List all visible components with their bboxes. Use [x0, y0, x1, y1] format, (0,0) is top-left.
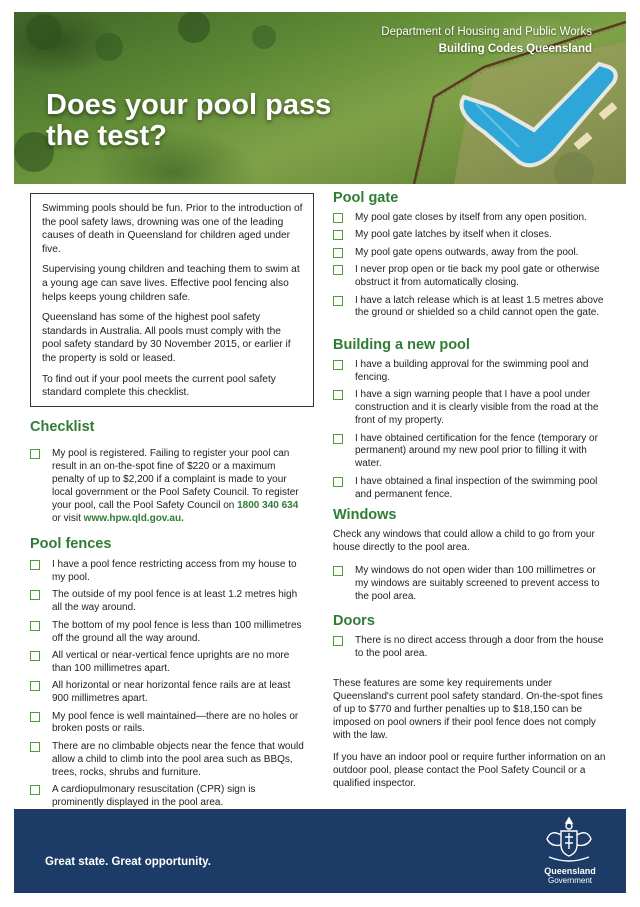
- list-item: [30, 650, 308, 676]
- windows-heading: Windows: [333, 507, 397, 523]
- item-text: The outside of my pool fence is at least 1.2 metres high all the way around.: [52, 589, 298, 614]
- item-text: I have obtained certification for the fence (temporary or permanent) around my new pool prior to filling it with water.: [355, 432, 598, 470]
- item-text: I never prop open or tie back my pool gate or otherwise obstruct it from automatically closing.: [355, 264, 600, 289]
- checklist-list: [30, 448, 308, 530]
- list-item: [333, 247, 611, 260]
- list-item: [333, 476, 611, 502]
- list-item: [333, 295, 611, 321]
- phone-number[interactable]: 1800 340 634: [237, 499, 299, 511]
- hero-banner: [14, 12, 626, 184]
- checkbox[interactable]: [333, 434, 343, 444]
- checkbox[interactable]: [333, 390, 343, 400]
- footer-slogan: Great state. Great opportunity.: [45, 856, 211, 868]
- item-text: There are no climbable objects near the fence that would allow a child to climb into the pool area such as BBQs, trees, rocks, shrubs and furniture.: [52, 740, 304, 778]
- new-pool-heading: Building a new pool: [333, 337, 470, 353]
- intro-paragraph: To find out if your pool meets the current pool safety standard complete this checklist.: [42, 373, 276, 399]
- item-text: I have a building approval for the swimming pool and fencing.: [355, 359, 589, 383]
- windows-list: [333, 565, 611, 608]
- list-item: [30, 620, 308, 646]
- checkbox[interactable]: [30, 560, 40, 570]
- list-item: [333, 433, 611, 472]
- list-item: [30, 784, 308, 810]
- checkbox[interactable]: [333, 636, 343, 646]
- checkbox[interactable]: [333, 213, 343, 223]
- intro-box: [30, 193, 314, 407]
- footer-banner: [14, 809, 626, 893]
- list-item: [30, 589, 308, 615]
- item-text: I have a pool fence restricting access from my house to my pool.: [52, 559, 297, 583]
- doors-list: [333, 635, 611, 665]
- checkbox[interactable]: [333, 360, 343, 370]
- checkbox[interactable]: [30, 681, 40, 691]
- list-item: [333, 565, 611, 604]
- item-text: My pool gate opens outwards, away from the pool.: [355, 246, 579, 258]
- list-item: [30, 711, 308, 737]
- item-text: All vertical or near-vertical fence uprights are no more than 100 millimetres apart.: [52, 649, 290, 674]
- intro-paragraph: Queensland has some of the highest pool safety standards in Australia. All pools must comply with the pool safety standard by 30 November 2015, or earlier if the property is sold or leased.: [42, 312, 291, 364]
- checkbox[interactable]: [30, 621, 40, 631]
- item-text: A cardiopulmonary resuscitation (CPR) sign is prominently displayed in the pool area.: [52, 784, 256, 808]
- intro-paragraph: Supervising young children and teaching them to swim at a young age can save lives. Effective pool fencing also helps keeps young children safe.: [42, 264, 300, 303]
- department-name: Department of Housing and Public Works: [381, 26, 592, 38]
- checkbox[interactable]: [333, 248, 343, 258]
- item-text: There is no direct access through a door from the house to the pool area.: [355, 635, 604, 659]
- checklist-heading: Checklist: [30, 419, 95, 435]
- unit-name: Building Codes Queensland: [438, 43, 592, 55]
- item-text: All horizontal or near horizontal fence rails are at least 900 millimetres apart.: [52, 680, 291, 705]
- pool-fences-heading: Pool fences: [30, 536, 112, 552]
- list-item: [30, 741, 308, 780]
- checkbox[interactable]: [30, 785, 40, 795]
- list-item: [333, 389, 611, 428]
- or-visit-text: or visit: [52, 512, 84, 524]
- checkbox[interactable]: [30, 651, 40, 661]
- item-text: The bottom of my pool fence is less than 100 millimetres off the ground all the way around.: [52, 619, 302, 644]
- government-wordmark: Government: [547, 876, 593, 885]
- list-item: [30, 559, 308, 585]
- checkbox[interactable]: [333, 265, 343, 275]
- pool-gate-heading: Pool gate: [333, 190, 399, 206]
- item-text: I have obtained a final inspection of the swimming pool and permanent fence.: [355, 475, 598, 500]
- page-title: Does your pool pass the test?: [46, 89, 332, 152]
- list-item: [333, 229, 611, 242]
- list-item: [333, 635, 611, 661]
- list-item: [333, 264, 611, 290]
- pool-gate-list: [333, 212, 611, 325]
- checkbox[interactable]: [30, 449, 40, 459]
- coat-of-arms-icon: [539, 815, 599, 865]
- closing-paragraph: These features are some key requirements under Queensland's current pool safety standard. On-the-spot fines of up to $770 and further penalties up to $18,150 can be imposed on pool owners if their pool fence does not comply with the law.: [333, 678, 603, 741]
- checkbox[interactable]: [333, 296, 343, 306]
- checkbox[interactable]: [30, 742, 40, 752]
- closing-paragraph: If you have an indoor pool or require further information on an outdoor pool, please contact the Pool Safety Council or a qualified inspector.: [333, 752, 606, 789]
- pool-fences-list: [30, 559, 308, 814]
- item-text: My pool gate closes by itself from any open position.: [355, 212, 587, 223]
- queensland-wordmark: Queensland: [544, 866, 596, 876]
- item-text: I have a sign warning people that I have a pool under construction and it is clearly visible from the road at the front of my property.: [355, 389, 599, 427]
- checkbox[interactable]: [333, 566, 343, 576]
- item-text: My pool is registered. Failing to register your pool can result in an on-the-spot fine of $220 or a maximum penalty of up to $2,200 if a complaint is made to your local government or the Pool Safety Council. To register your pool, call the Pool Safety Council on: [52, 448, 299, 511]
- item-text: My pool gate latches by itself when it closes.: [355, 229, 552, 241]
- item-text: My windows do not open wider than 100 millimetres or my windows are suitably screened to prevent access to the pool area.: [355, 565, 600, 602]
- checkbox[interactable]: [333, 477, 343, 487]
- new-pool-list: [333, 359, 611, 506]
- website-link[interactable]: www.hpw.qld.gov.au.: [83, 512, 184, 524]
- list-item: [30, 680, 308, 706]
- item-text: My pool fence is well maintained—there are no holes or broken posts or rails.: [52, 710, 299, 735]
- checklist-item: [30, 448, 308, 525]
- windows-intro: Check any windows that could allow a child to go from your house directly to the pool area.: [333, 529, 595, 553]
- list-item: [333, 359, 611, 385]
- checkbox[interactable]: [333, 230, 343, 240]
- doors-heading: Doors: [333, 613, 375, 629]
- checkbox[interactable]: [30, 590, 40, 600]
- checkbox[interactable]: [30, 712, 40, 722]
- intro-paragraph: Swimming pools should be fun. Prior to the introduction of the pool safety laws, drowning was one of the leading causes of death in Queensland for children aged under five.: [42, 203, 303, 255]
- item-text: I have a latch release which is at least 1.5 metres above the ground or shielded so a child cannot open the gate.: [355, 294, 604, 319]
- list-item: [333, 212, 611, 225]
